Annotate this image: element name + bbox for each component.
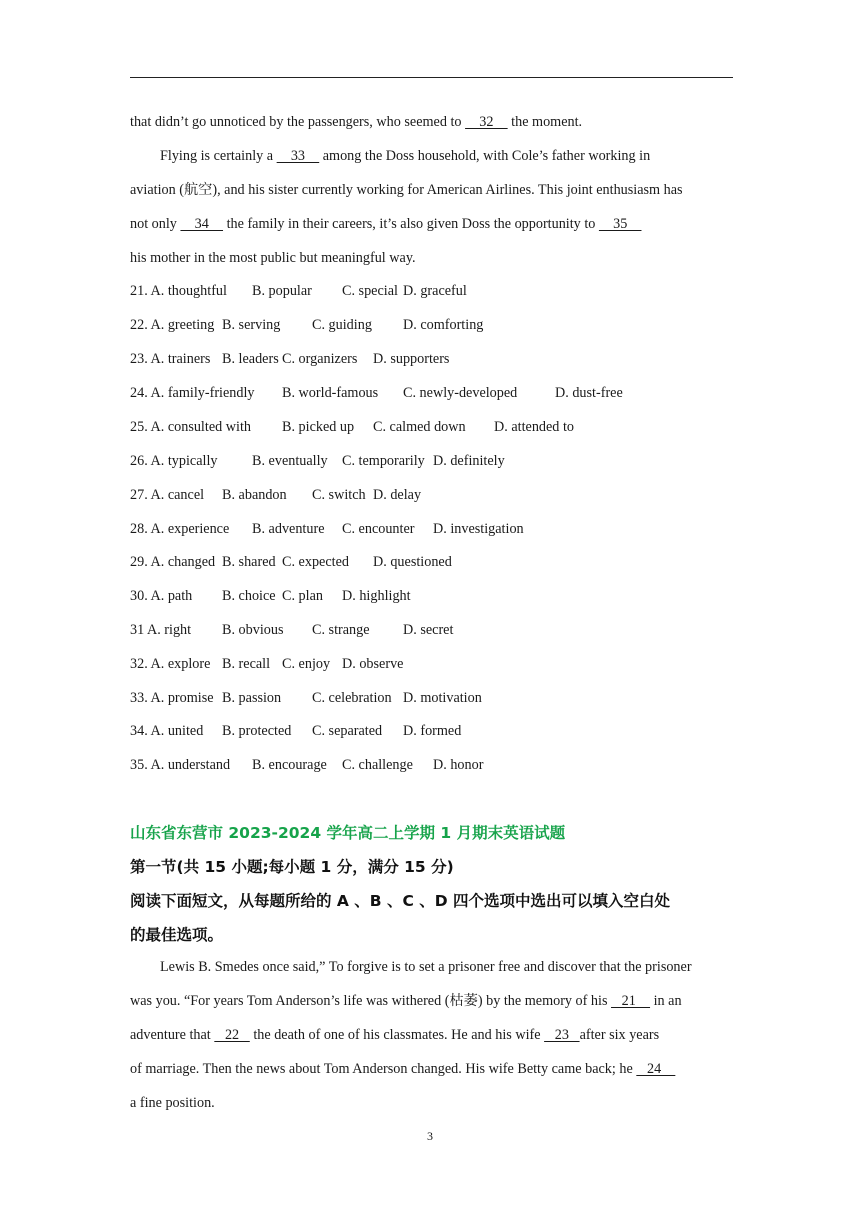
option-b: B. serving [222, 317, 281, 333]
option-c: C. switch [312, 487, 366, 503]
option-c: C. strange [312, 622, 370, 638]
option-a: 31 A. right [130, 622, 192, 638]
blank-34: 34 [180, 216, 224, 232]
option-c: C. organizers [282, 351, 358, 367]
option-d: D. honor [433, 757, 484, 773]
option-c: C. encounter [342, 521, 415, 537]
section-part: 第一节(共 15 小题;每小题 1 分，满分 15 分) [130, 858, 454, 876]
option-d: D. motivation [403, 690, 482, 706]
option-b: B. picked up [282, 419, 355, 435]
blank-35: 35 [598, 216, 642, 232]
passage-line: his mother in the most public but meaningful way. [130, 250, 416, 266]
option-d: D. questioned [373, 554, 452, 570]
option-b: B. adventure [252, 521, 325, 537]
option-d: D. observe [342, 656, 404, 672]
option-a: 28. A. experience [130, 521, 230, 537]
option-d: D. supporters [373, 351, 450, 367]
passage-line: Lewis B. Smedes once said,” To forgive is to set a prisoner free and discover that the prisoner [160, 959, 692, 975]
option-a: 26. A. typically [130, 453, 218, 469]
page-number: 3 [427, 1129, 433, 1143]
blank-22: 22 [214, 1027, 250, 1043]
option-c: C. plan [282, 588, 323, 604]
section-title: 山东省东营市 2023-2024 学年高二上学期 1 月期末英语试题 [130, 824, 566, 842]
option-a: 32. A. explore [130, 656, 211, 672]
header-rule [130, 77, 733, 78]
option-c: C. celebration [312, 690, 392, 706]
option-b: B. encourage [252, 757, 327, 773]
option-a: 23. A. trainers [130, 351, 211, 367]
option-b: B. leaders [222, 351, 279, 367]
option-c: C. challenge [342, 757, 413, 773]
option-d: D. investigation [433, 521, 524, 537]
option-a: 34. A. united [130, 723, 204, 739]
option-b: B. protected [222, 723, 292, 739]
option-a: 30. A. path [130, 588, 193, 604]
option-a: 27. A. cancel [130, 487, 205, 503]
option-c: C. temporarily [342, 453, 425, 469]
option-d: D. definitely [433, 453, 505, 469]
option-b: B. passion [222, 690, 282, 706]
option-d: D. attended to [494, 419, 574, 435]
option-d: D. graceful [403, 283, 467, 299]
option-b: B. obvious [222, 622, 284, 638]
instructions: 的最佳选项。 [130, 926, 224, 944]
option-a: 29. A. changed [130, 554, 216, 570]
option-b: B. eventually [252, 453, 328, 469]
option-c: C. calmed down [373, 419, 466, 435]
option-a: 22. A. greeting [130, 317, 215, 333]
option-b: B. shared [222, 554, 276, 570]
blank-32: 32 [465, 114, 508, 130]
option-c: C. guiding [312, 317, 372, 333]
option-c: C. expected [282, 554, 349, 570]
option-b: B. popular [252, 283, 312, 299]
passage-line: not only 34 the family in their careers, it’s also given Doss the opportunity to 35 [130, 216, 642, 232]
blank-23: 23 [544, 1027, 580, 1043]
option-c: C. separated [312, 723, 383, 739]
blank-21: 21 [611, 993, 651, 1009]
option-a: 25. A. consulted with [130, 419, 251, 435]
passage-line: a fine position. [130, 1095, 215, 1111]
passage-line: adventure that 22 the death of one of his classmates. He and his wife 23 after six years [130, 1027, 660, 1043]
option-b: B. world-famous [282, 385, 379, 401]
option-a: 35. A. understand [130, 757, 231, 773]
option-c: C. enjoy [282, 656, 331, 672]
option-b: B. recall [222, 656, 271, 672]
option-d: D. highlight [342, 588, 411, 604]
passage-line: aviation (航空), and his sister currently working for American Airlines. This joint enthusiasm has [130, 182, 683, 198]
blank-24: 24 [636, 1061, 676, 1077]
passage-line: of marriage. Then the news about Tom Anderson changed. His wife Betty came back; he 24 [130, 1061, 676, 1077]
option-b: B. abandon [222, 487, 287, 503]
option-d: D. formed [403, 723, 462, 739]
option-a: 33. A. promise [130, 690, 214, 706]
option-b: B. choice [222, 588, 276, 604]
option-d: D. delay [373, 487, 422, 503]
option-a: 24. A. family-friendly [130, 385, 255, 401]
passage-line: that didn’t go unnoticed by the passengers, who seemed to 32 the moment. [130, 114, 583, 130]
passage-line: Flying is certainly a 33 among the Doss household, with Cole’s father working in [160, 148, 651, 164]
blank-33: 33 [276, 148, 320, 164]
option-c: C. newly-developed [403, 385, 518, 401]
option-d: D. secret [403, 622, 454, 638]
option-d: D. comforting [403, 317, 484, 333]
option-d: D. dust-free [555, 385, 623, 401]
option-c: C. special [342, 283, 398, 299]
instructions: 阅读下面短文，从每题所给的 A 、B 、C 、D 四个选项中选出可以填入空白处 [130, 892, 671, 910]
option-a: 21. A. thoughtful [130, 283, 227, 299]
passage-line: was you. “For years Tom Anderson’s life was withered (枯萎) by the memory of his 21 in an [130, 993, 682, 1009]
